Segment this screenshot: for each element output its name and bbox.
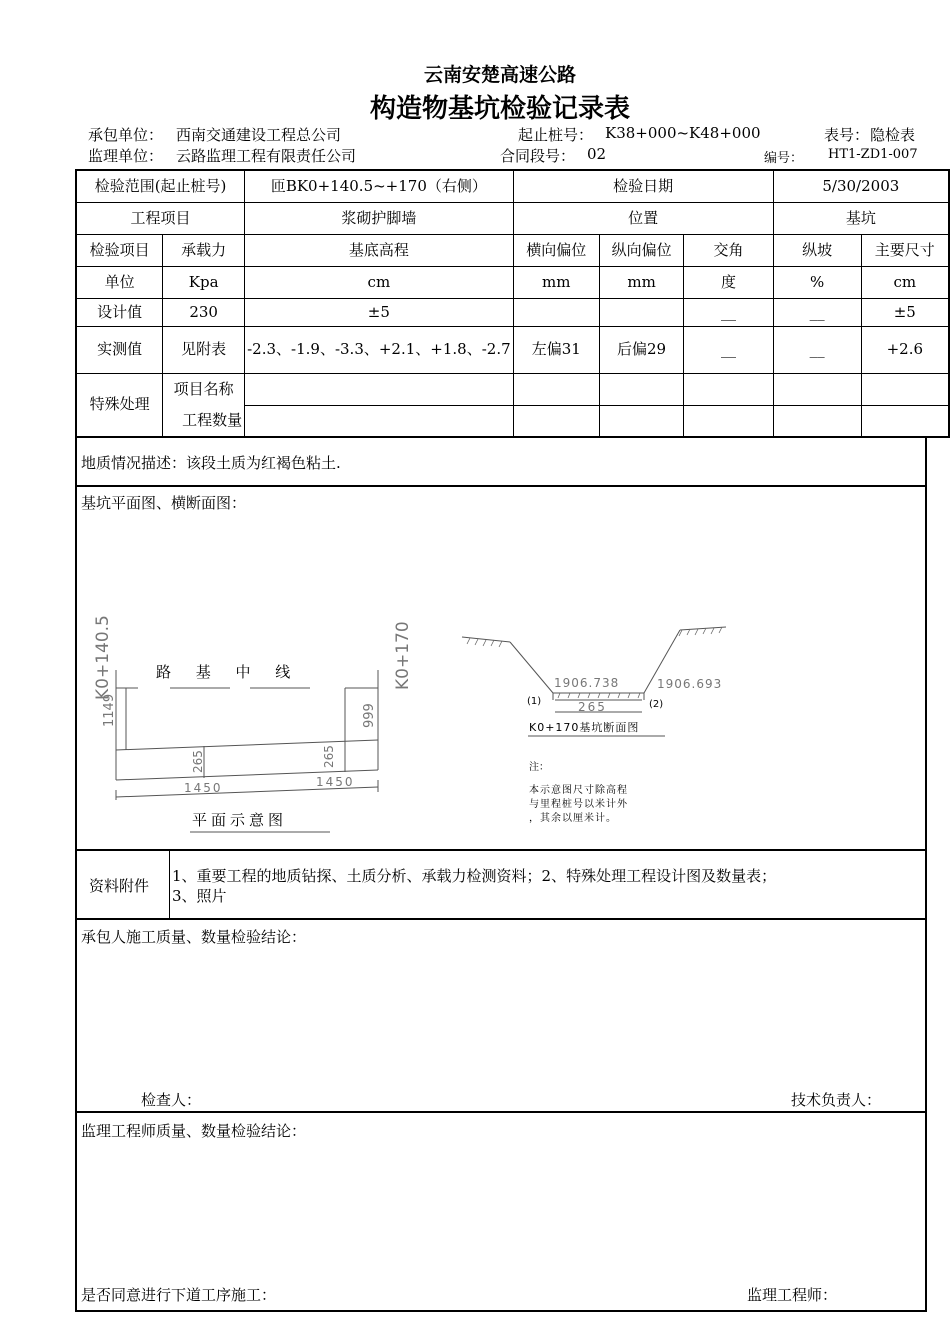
plan-dim-1450a: 1450 [184, 781, 223, 795]
design-cell: ±5 [245, 298, 514, 326]
measured-cell: -2.3、-1.9、-3.3、+2.1、+1.8、-2.7 [245, 326, 514, 373]
range-value: 匝BK0+140.5~+170（右侧） [245, 170, 514, 202]
contractor-conclusion-title: 承包人施工质量、数量检验结论： [81, 928, 307, 946]
contractor-label: 承包单位： [88, 126, 164, 144]
range-label: 检验范围(起止桩号) [76, 170, 245, 202]
measured-cell: 见附表 [163, 326, 245, 373]
unit-cell: cm [245, 266, 514, 298]
unit-cell: 度 [684, 266, 773, 298]
design-cell: ±5 [861, 298, 949, 326]
col-header: 交角 [684, 234, 773, 266]
col-header: 承载力 [163, 234, 245, 266]
measured-cell: __ [773, 326, 861, 373]
design-cell: 230 [163, 298, 245, 326]
measured-cell: +2.6 [861, 326, 949, 373]
col-header: 主要尺寸 [861, 234, 949, 266]
design-cell: __ [773, 298, 861, 326]
section-elev-right: 1906.693 [657, 677, 723, 691]
plan-dim-999: 999 [362, 703, 377, 728]
design-cell: 设计值 [76, 298, 163, 326]
section-mark-1: (1) [527, 696, 542, 707]
project-title: 云南安楚高速公路 [423, 64, 576, 86]
drawing-label: 基坑平面图、横断面图： [81, 494, 247, 512]
plan-dim-265b: 265 [322, 745, 336, 768]
position-label: 位置 [513, 202, 773, 234]
measured-cell: 后偏29 [599, 326, 683, 373]
plan-caption: 平面示意图 [192, 811, 288, 829]
plan-top-edge [116, 740, 378, 750]
section-elev-left: 1906.738 [554, 676, 620, 690]
attachments-label-cell [77, 850, 170, 918]
note-line: 与里程桩号以米计外 [529, 799, 628, 810]
col-header: 纵向偏位 [599, 234, 683, 266]
plan-road-center: 路 基 中 线 [156, 663, 301, 681]
form-no-label: 表号： [824, 126, 870, 144]
attachments-box [75, 849, 927, 920]
plan-dim-265a: 265 [191, 750, 205, 773]
plan-station-left: K0+140.5 [93, 615, 113, 700]
form-title: 构造物基坑检验记录表 [369, 94, 630, 124]
supervisor-value: 云路监理工程有限责任公司 [176, 147, 357, 165]
plan-dim-1450b: 1450 [316, 775, 355, 789]
attachments-line1: 1、重要工程的地质钻探、土质分析、承载力检测资料；2、特殊处理工程设计图及数量表； [172, 867, 777, 885]
special-qty-label: 工程数量 [163, 405, 245, 437]
measured-cell: __ [684, 326, 773, 373]
unit-cell: mm [513, 266, 599, 298]
unit-cell: Kpa [163, 266, 245, 298]
unit-cell: % [773, 266, 861, 298]
supervisor-conclusion-title: 监理工程师质量、数量检验结论： [81, 1122, 307, 1140]
item-value: 浆砌护脚墙 [245, 202, 514, 234]
station-range-label: 起止桩号： [518, 126, 594, 144]
engineer-label: 监理工程师： [747, 1286, 838, 1304]
col-header: 基底高程 [245, 234, 514, 266]
unit-cell: 单位 [76, 266, 163, 298]
station-range-value: K38+000~K48+000 [605, 124, 761, 142]
measured-cell: 实测值 [76, 326, 163, 373]
date-label: 检验日期 [513, 170, 773, 202]
note-title: 注： [529, 762, 549, 773]
unit-cell: mm [599, 266, 683, 298]
date-value: 5/30/2003 [773, 170, 949, 202]
measured-cell: 左偏31 [513, 326, 599, 373]
supervisor-label: 监理单位： [88, 147, 164, 165]
design-cell: __ [684, 298, 773, 326]
special-name-label: 项目名称 [163, 373, 245, 405]
item-label: 工程项目 [76, 202, 245, 234]
geology-text: 地质情况描述：该段土质为红褐色粘土. [81, 454, 341, 472]
section-mark-2: (2) [649, 699, 664, 710]
note-line: 本示意图尺寸除高程 [529, 785, 628, 796]
special-label: 特殊处理 [76, 373, 163, 437]
inspector-label: 检查人： [141, 1091, 202, 1109]
supervisor-conclusion-box [75, 1111, 927, 1312]
serial-value: HT1-ZD1-007 [828, 147, 918, 162]
col-header: 横向偏位 [513, 234, 599, 266]
serial-label: 编号： [764, 151, 804, 166]
position-value: 基坑 [773, 202, 949, 234]
plan-dim-1149: 1149 [102, 693, 117, 727]
contractor-value: 西南交通建设工程总公司 [176, 126, 342, 144]
col-header: 纵坡 [773, 234, 861, 266]
form-no-value: 隐检表 [870, 126, 916, 144]
tech-lead-label: 技术负责人： [791, 1091, 882, 1109]
col-header: 检验项目 [76, 234, 163, 266]
section-width: 265 [578, 700, 607, 714]
contractor-conclusion-box [75, 918, 927, 1113]
note-line: ，其余以厘米计。 [529, 813, 617, 824]
plan-station-right: K0+170 [393, 621, 413, 690]
proceed-question: 是否同意进行下道工序施工： [81, 1286, 277, 1304]
contract-value: 02 [587, 145, 607, 163]
attachments-line2: 3、照片 [172, 887, 227, 905]
attachments-label: 资料附件 [89, 877, 150, 895]
section-caption: K0+170基坑断面图 [529, 721, 640, 734]
contract-label: 合同段号： [500, 147, 576, 165]
unit-cell: cm [861, 266, 949, 298]
